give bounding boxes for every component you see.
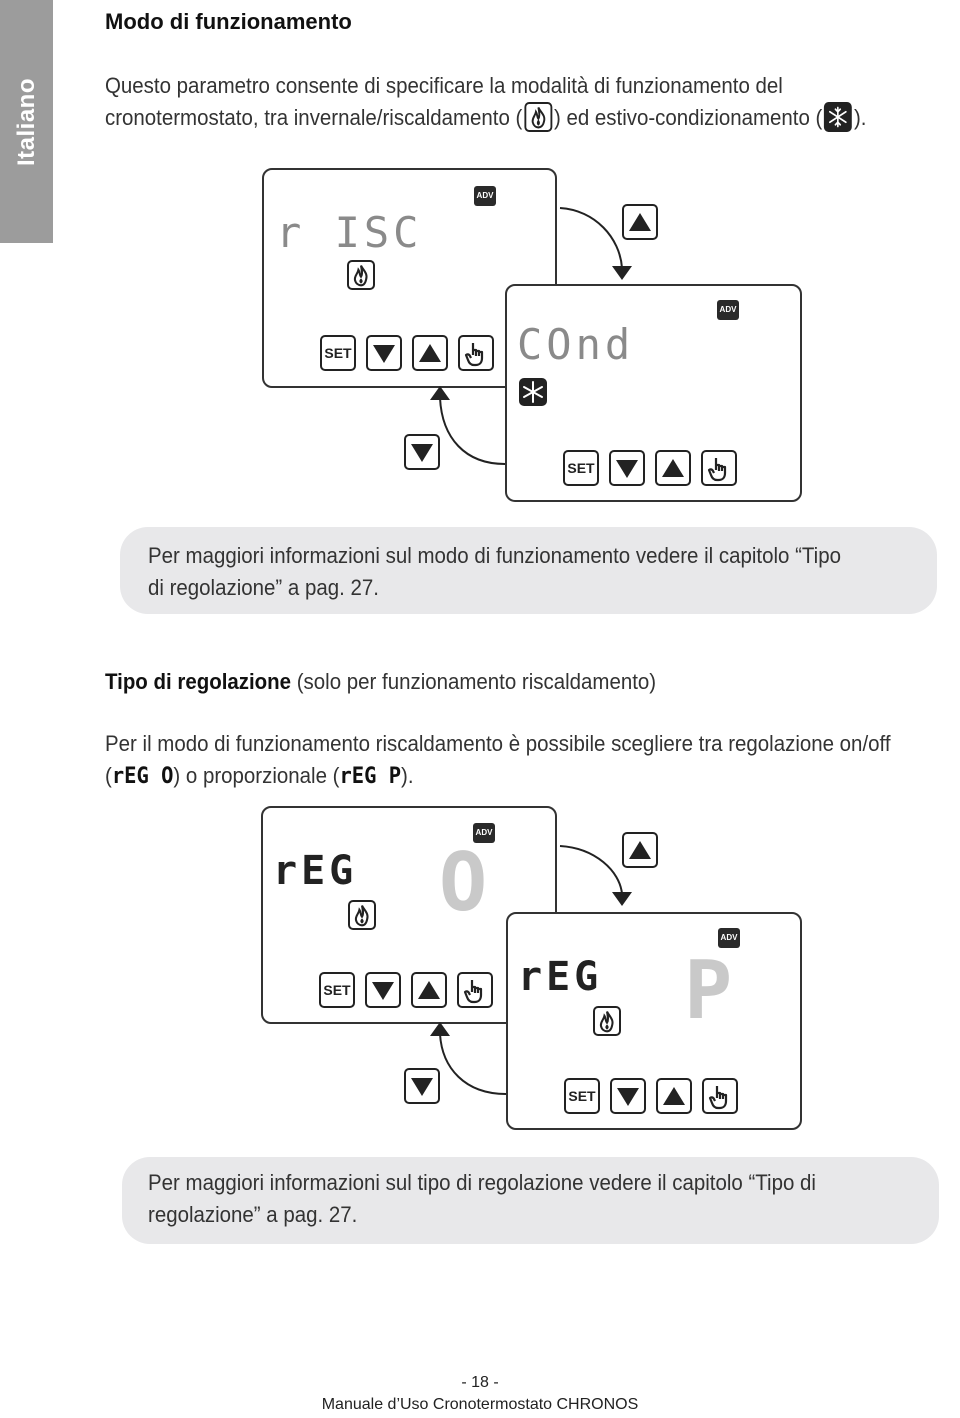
- mode-text-c: ).: [853, 105, 867, 130]
- page-number: - 18 -: [461, 1374, 499, 1391]
- down-arrow-button[interactable]: [404, 1068, 440, 1104]
- down-arrow-button[interactable]: [404, 434, 440, 470]
- info-note-regulation: [122, 1157, 939, 1244]
- language-tab-label: Italiano: [12, 77, 40, 166]
- lcd-value-onoff: O: [439, 836, 492, 929]
- language-tab: [0, 0, 53, 243]
- transition-arrows: [260, 806, 805, 1131]
- regulation-diagram: [260, 806, 805, 1131]
- mode-text-a: cronotermostato, tra invernale/riscaldamento (: [105, 105, 523, 130]
- lcd-code-risc: r ISC: [276, 208, 423, 257]
- regulation-paragraph-line1: Per il modo di funzionamento riscaldamento è possibile scegliere tra regolazione on/off: [105, 731, 891, 756]
- lcd-code-reg: rEG: [273, 848, 358, 894]
- mode-text-b: ) ed estivo-condizionamento (: [553, 105, 823, 130]
- set-button[interactable]: SET: [319, 972, 355, 1008]
- section-title-regulation: [105, 666, 656, 698]
- mode-paragraph: [105, 70, 866, 134]
- adv-badge: ADV: [473, 823, 495, 843]
- adv-badge: ADV: [718, 928, 740, 948]
- lcd-code-cond: COnd: [517, 320, 635, 369]
- set-button[interactable]: SET: [564, 1078, 600, 1114]
- info-note-line1: Per maggiori informazioni sul modo di funzionamento vedere il capitolo “Tipo: [148, 543, 841, 568]
- regulation-title-bold: Tipo di regolazione: [105, 669, 292, 694]
- lcd-value-proportional: P: [684, 944, 737, 1037]
- regulation-title-rest: (solo per funzionamento riscaldamento): [291, 669, 657, 694]
- code-onoff: rEG O: [111, 764, 174, 789]
- regulation-text-a: (: [105, 763, 112, 788]
- code-proportional: rEG P: [339, 764, 402, 789]
- regulation-paragraph: [105, 728, 891, 793]
- regulation-paragraph-line2: [105, 760, 891, 793]
- mode-paragraph-line2: [105, 102, 866, 134]
- info-note-mode: [120, 527, 937, 614]
- adv-badge: ADV: [717, 300, 739, 320]
- up-arrow-button[interactable]: [622, 204, 658, 240]
- regulation-text-c: ).: [401, 763, 414, 788]
- manual-title: Manuale d’Uso Cronotermostato CHRONOS: [321, 1396, 639, 1413]
- section-title-mode: Modo di funzionamento: [105, 9, 352, 34]
- set-button[interactable]: SET: [320, 335, 356, 371]
- snowflake-icon: [824, 102, 852, 132]
- up-arrow-button[interactable]: [622, 832, 658, 868]
- transition-arrows: [260, 168, 805, 503]
- arrow-up-icon: [626, 836, 654, 864]
- adv-badge: ADV: [474, 186, 496, 206]
- info-note-line2: regolazione” a pag. 27.: [148, 1202, 358, 1227]
- mode-diagram: [260, 168, 805, 503]
- arrow-up-icon: [626, 208, 654, 236]
- info-note-line2: di regolazione” a pag. 27.: [148, 575, 379, 600]
- mode-paragraph-line1: Questo parametro consente di specificare la modalità di funzionamento del: [105, 73, 783, 98]
- arrow-down-icon: [408, 1072, 436, 1100]
- flame-icon: [524, 102, 552, 132]
- arrow-down-icon: [408, 438, 436, 466]
- regulation-text-b: ) o proporzionale (: [173, 763, 340, 788]
- lcd-code-reg: rEG: [518, 954, 603, 1000]
- set-button[interactable]: SET: [563, 450, 599, 486]
- info-note-line1: Per maggiori informazioni sul tipo di regolazione vedere il capitolo “Tipo di: [148, 1170, 816, 1195]
